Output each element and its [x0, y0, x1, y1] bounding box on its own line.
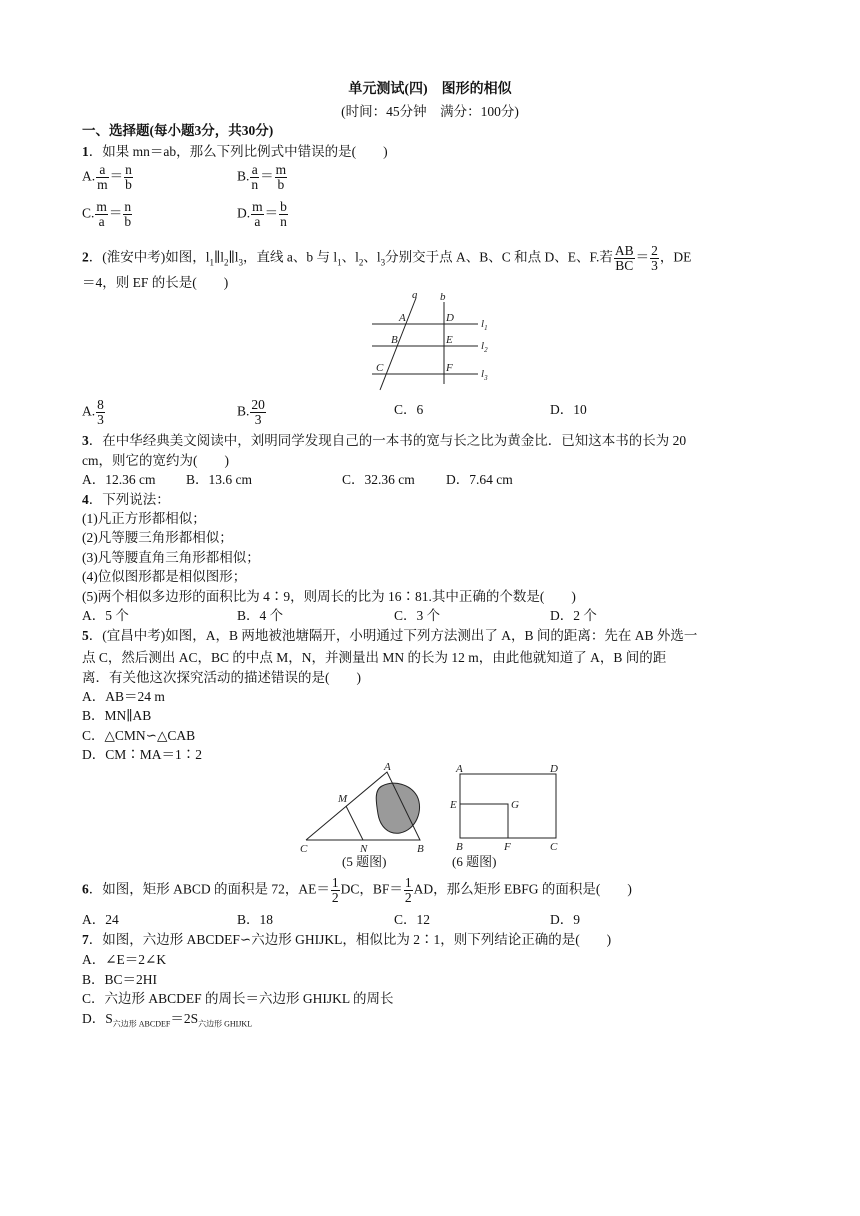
- q4-option-b: B．4 个: [237, 608, 284, 623]
- label-l1: $l_1$: [481, 318, 488, 332]
- label-F: F: [446, 362, 453, 374]
- question-7: 7．如图，六边形 ABCDEF∽六边形 GHIJKL，相似比为 2∶1，则下列结论正确的是( ): [82, 932, 612, 947]
- q4-statement-4: (4)位似图形都是相似图形；: [82, 569, 247, 584]
- question-5: 5．(宜昌中考)如图，A，B 两地被池塘隔开，小明通过下列方法测出了 A，B 间的距离：先在 AB 外选一: [82, 628, 698, 643]
- label-F: F: [504, 841, 511, 853]
- line-a: [380, 298, 416, 390]
- label-N: N: [360, 843, 368, 855]
- label-D: D: [550, 763, 558, 775]
- q4-statement-1: (1)凡正方形都相似；: [82, 511, 206, 526]
- label-C: C: [376, 362, 384, 374]
- q4-option-a: A．5 个: [82, 608, 129, 623]
- q1-option-c: C. $\frac{m}{a}$ ＝ $\frac{n}{b}$: [82, 199, 132, 229]
- label-E: E: [450, 799, 457, 811]
- segment-mn: [346, 806, 363, 840]
- q7-option-c: C．六边形 ABCDEF 的周长＝六边形 GHIJKL 的周长: [82, 991, 394, 1006]
- q6-option-c: C．12: [394, 912, 431, 927]
- q2-option-d: D．10: [550, 402, 587, 417]
- q1-option-b: B. $\frac{a}{n}$ ＝ $\frac{m}{b}$: [237, 162, 287, 192]
- label-B: B: [417, 843, 424, 855]
- label-b: b: [440, 291, 446, 303]
- q7-option-b: B．BC＝2HI: [82, 972, 158, 987]
- question-4: 4．下列说法：: [82, 492, 170, 507]
- q1-option-d: D. $\frac{m}{a}$ ＝ $\frac{b}{n}$: [237, 199, 287, 229]
- label-a: a: [412, 289, 418, 301]
- label-l2: $l_2$: [481, 340, 488, 354]
- label-A: A: [456, 763, 463, 775]
- q5-option-d: D．CM∶MA＝1∶2: [82, 747, 203, 762]
- q3-option-d: D．7.64 cm: [446, 472, 513, 487]
- label-E: E: [446, 334, 453, 346]
- label-G: G: [511, 799, 519, 811]
- q3-option-b: B．13.6 cm: [186, 472, 252, 487]
- q5-option-a: A．AB＝24 m: [82, 689, 165, 704]
- q4-statement-5: (5)两个相似多边形的面积比为 4∶9，则周长的比为 16∶81.其中正确的个数是( ): [82, 589, 576, 604]
- q6-option-d: D．9: [550, 912, 580, 927]
- q5-option-b: B．MN∥AB: [82, 708, 152, 723]
- q1-option-a: A. $\frac{a}{m}$ ＝ $\frac{n}{b}$: [82, 162, 132, 192]
- page-title: 单元测试(四) 图形的相似: [348, 82, 512, 97]
- question-5-line3: 离．有关他这次探究活动的描述错误的是( ): [82, 670, 361, 685]
- figure-q2-parallel-lines: [360, 288, 500, 392]
- rectangle-ebfg: [460, 804, 508, 838]
- figure-6-caption: (6 题图): [452, 854, 497, 869]
- q4-statement-3: (3)凡等腰直角三角形都相似；: [82, 550, 260, 565]
- q7-option-d: D．$S_{六边形 ABCDEF}=2S_{六边形 GHIJKL}$: [82, 1011, 253, 1029]
- page-subtitle: (时间：45分钟 满分：100分): [341, 104, 519, 119]
- label-M: M: [338, 793, 348, 805]
- figure-q5-pond-triangle: [296, 760, 436, 856]
- figure-5-caption: (5 题图): [342, 854, 387, 869]
- question-1: 1．如果 mn＝ab，那么下列比例式中错误的是( ): [82, 144, 388, 159]
- q4-statement-2: (2)凡等腰三角形都相似；: [82, 530, 233, 545]
- q2-option-b: B. $\frac{20}{3}$: [237, 397, 265, 427]
- label-B: B: [456, 841, 463, 853]
- label-C: C: [300, 843, 308, 855]
- question-3: 3．在中华经典美文阅读中，刘明同学发现自己的一本书的宽与长之比为黄金比．已知这本书的长为 20: [82, 433, 687, 448]
- question-2: 2．(淮安中考)如图，$l_1\parallel l_2\parallel l_3$，直线 a、b 与 $l_1$、$l_2$、$l_3$分别交于点 A、B、C 和点 D、E、F.若 $\frac{AB}{BC}$ ＝ $\frac{2}{3}$ ，DE: [82, 243, 692, 273]
- q4-option-c: C．3 个: [394, 608, 441, 623]
- question-2-line2: ＝4，则 EF 的长是( ): [82, 275, 229, 290]
- q3-option-a: A．12.36 cm: [82, 472, 156, 487]
- q4-option-d: D．2 个: [550, 608, 597, 623]
- q7-option-a: A．∠E＝2∠K: [82, 952, 167, 967]
- section-heading: 一、选择题(每小题3分，共30分): [82, 123, 274, 138]
- label-B: B: [391, 334, 398, 346]
- label-A: A: [399, 312, 406, 324]
- q3-option-c: C．32.36 cm: [342, 472, 415, 487]
- q2-option-a: A. $\frac{8}{3}$: [82, 397, 104, 427]
- q5-option-c: C．△CMN∽△CAB: [82, 728, 196, 743]
- q6-option-b: B．18: [237, 912, 274, 927]
- q2-option-c: C．6: [394, 402, 424, 417]
- q6-option-a: A．24: [82, 912, 119, 927]
- question-3-line2: cm，则它的宽约为( ): [82, 453, 229, 468]
- label-D: D: [446, 312, 454, 324]
- label-l3: $l_3$: [481, 368, 488, 382]
- label-C: C: [550, 841, 558, 853]
- label-A: A: [384, 761, 391, 773]
- figure-q6-rectangle: [448, 760, 568, 856]
- question-6: 6．如图，矩形 ABCD 的面积是 72，AE＝ $\frac{1}{2}$ DC，BF＝ $\frac{1}{2}$ AD，那么矩形 EBFG 的面积是( ): [82, 875, 632, 905]
- question-5-line2: 点 C，然后测出 AC，BC 的中点 M，N，并测量出 MN 的长为 12 m，由此他就知道了 A，B 间的距: [82, 650, 667, 665]
